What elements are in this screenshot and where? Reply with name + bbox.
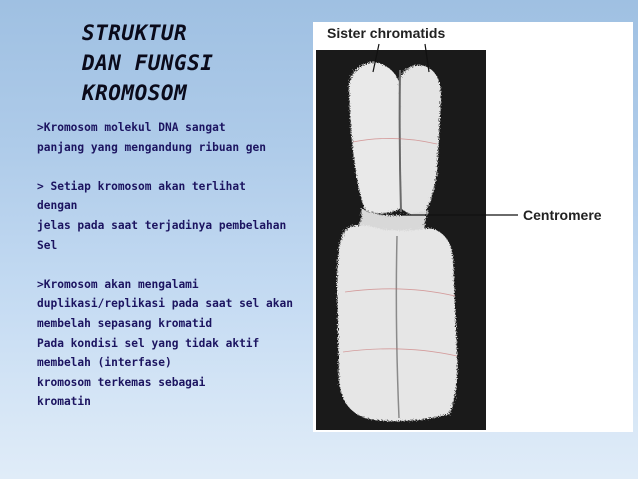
slide-body-text — [37, 118, 312, 412]
body-line: Sel — [37, 238, 58, 252]
body-line: jelas pada saat terjadinya pembelahan — [37, 218, 287, 232]
body-line: > Setiap kromosom akan terlihat — [37, 179, 246, 193]
body-line — [37, 157, 312, 177]
title-line: STRUKTUR — [82, 21, 188, 45]
slide-title — [82, 18, 302, 108]
body-line: Pada kondisi sel yang tidak aktif — [37, 336, 260, 350]
title-line: KROMOSOM — [82, 81, 188, 105]
body-line: kromatin — [37, 395, 91, 409]
body-line — [37, 255, 312, 275]
body-line: kromosom terkemas sebagai — [37, 375, 206, 389]
label-centromere: Centromere — [523, 207, 602, 223]
body-line: panjang yang mengandung ribuan gen — [37, 140, 267, 154]
body-line: membelah sepasang kromatid — [37, 316, 213, 330]
title-line: DAN FUNGSI — [82, 51, 214, 75]
label-sister-chromatids: Sister chromatids — [327, 25, 446, 41]
body-line: dengan — [37, 199, 78, 213]
chromosome-figure — [313, 22, 633, 432]
body-line: >Kromosom molekul DNA sangat — [37, 121, 226, 134]
body-line: duplikasi/replikasi pada saat sel akan — [37, 297, 293, 311]
body-line: >Kromosom akan mengalami — [37, 277, 199, 291]
chromosome-illustration — [313, 22, 633, 432]
body-line: membelah (interfase) — [37, 356, 172, 370]
